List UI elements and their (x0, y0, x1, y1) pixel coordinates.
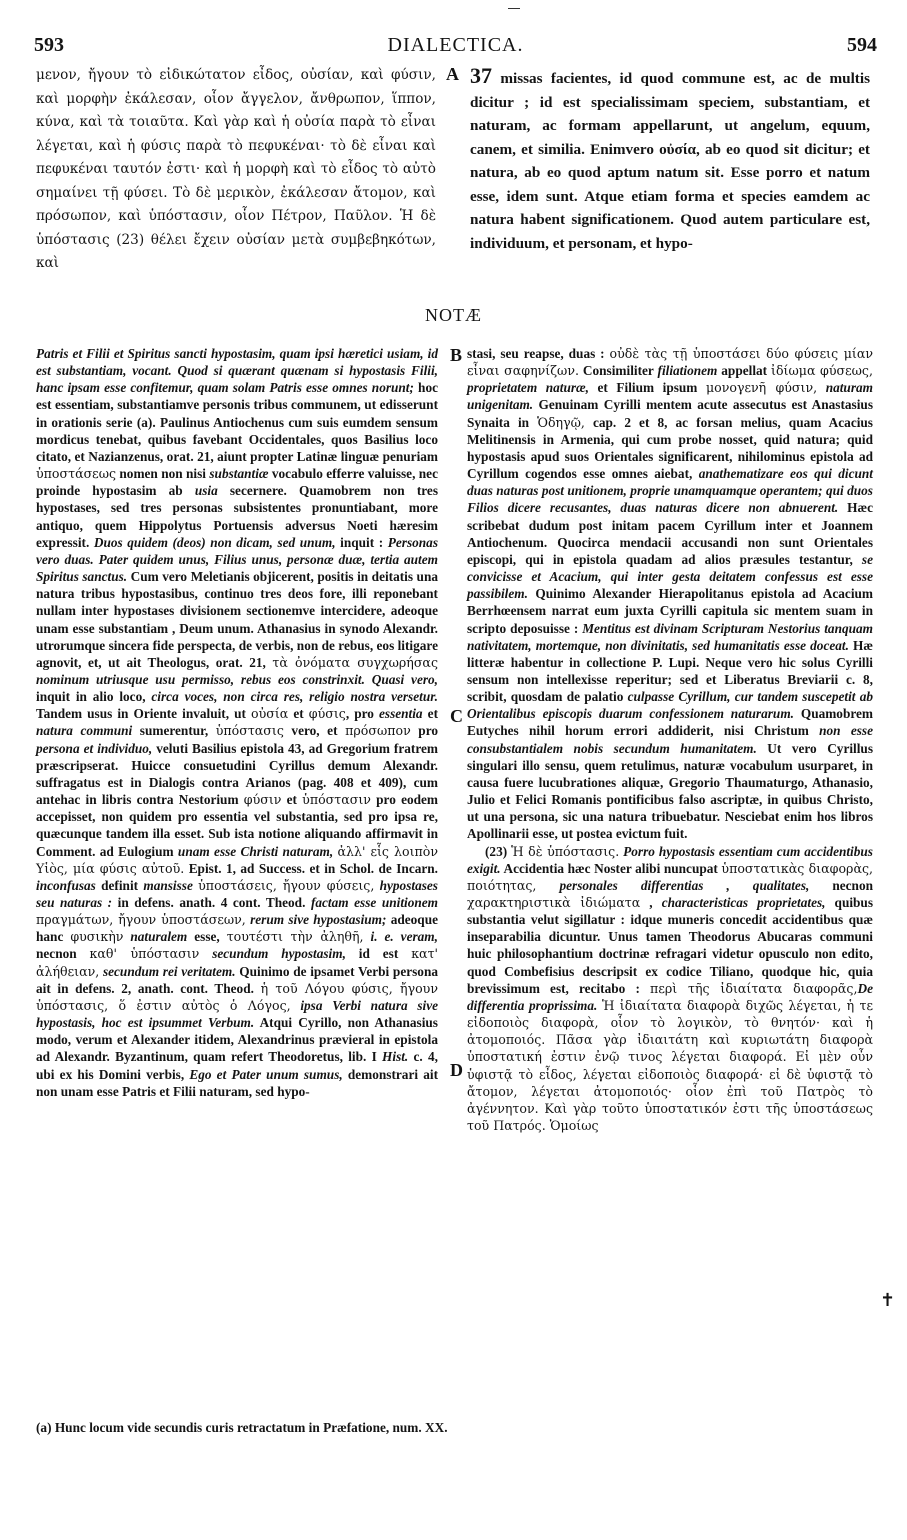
text-run: Quinimo Alexander Hierapolitanus epistola ad Acacium Berrhœensem narrat eum juxta Cyrilli capitula sic mentem suam in scripto deposuisse : (467, 586, 873, 636)
text-run: Cum vero Meletianis objicerent, positis in deitatis una natura tribus hypostasibus, continuo tres deos fore, illi reponebant nullam inter hypostases divisionem sectionemve intercidere, adeoque unam esse substantiam , Deum unum. Athanasius in synodo Alexandr. utrorumque sincera fide perspecta, de verbis, non de rebus, eos litigare agnovit, et, ut ait Theologus, orat. 21, (36, 569, 438, 670)
text-run (817, 380, 826, 395)
text-run: Quamobrem Eutyches nihil horum errori addiderit, nisi Christum (467, 706, 873, 739)
italic-run: circa voces, non circa res, religio nostra versetur. (151, 689, 438, 705)
top-rule (508, 8, 520, 9)
greek-run: φύσις (308, 706, 346, 722)
page-number-left: 593 (34, 34, 64, 56)
italic-run: unam esse Christi naturam, (177, 843, 334, 859)
italic-run: Hist. (382, 1049, 409, 1065)
greek-run: ὑποστάσεως (36, 466, 117, 482)
greek-run: τουτέστι τὴν ἀληθῆ, (226, 929, 364, 945)
margin-letter-c: C (450, 706, 463, 726)
italic-run: characteristicas proprietates, (661, 895, 826, 910)
main-text-greek: μενον, ἤγουν τὸ εἰδικώτατον εἶδος, οὐσίαν, καὶ φύσιν, καὶ μορφὴν ἐκάλεσαν, οἷον ἄγγελον, ἄνθρωπον, ἵππον, κύνα, καὶ τὰ τοιαῦτα. Καὶ γὰρ καὶ ἡ οὐσία παρὰ τὸ εἶναι λέγεται, καὶ ἡ φύσις παρὰ τὸ πεφυκέναι· τὸ δὲ εἶναι καὶ πεφυκέναι ταυτόν ἐστι· καὶ ἡ μορφὴ καὶ τὸ εἶδος τὸ αὐτὸ σημαίνει τῇ φύσει. Τὸ δὲ μερικὸν, ἐκάλεσαν ἄτομον, καὶ πρόσωπον, καὶ ὑπόστασιν, οἷον Πέτρον, Παῦλον. Ἡ δὲ ὑπόστασις (23) θέλει ἔχειν οὐσίαν μετὰ συμβεβηκότων, καὶ (36, 67, 436, 271)
greek-run: Ὁδηγῷ, (537, 414, 585, 430)
italic-run: se convicisse et Acacium, qui inter gesta deitatem confessus est esse passibilem. (467, 551, 873, 602)
greek-run: ἡ τοῦ Λόγου φύσις, ἤγουν ὑπόστασις, ὅ ἐστιν αὐτὸς ὁ Λόγος, (36, 980, 438, 1013)
greek-run: ἀλλ' εἷς λοιπὸν Υἱὸς, μία φύσις αὐτοῦ. (36, 843, 439, 876)
text-run: appellat (717, 363, 772, 379)
margin-letter-b: B (450, 345, 463, 365)
italic-run: Mentitus est divinam Scripturam Nestorius tanquam nativitatem, mortemque, non divinitatis, sed humanitatis esse doceat. (467, 620, 873, 653)
text-run: (23) (485, 843, 512, 859)
italic-run: persona et individuo, (36, 740, 153, 756)
greek-run: Ἡ δὲ ὑπόστασις. (511, 843, 620, 859)
greek-run: πρόσωπον (345, 723, 411, 739)
text-run: Accidentia hæc Noster alibi nuncupat (500, 860, 722, 876)
italic-run: Porro hypostasis essentiam cum accidentibus exigit. (467, 843, 873, 876)
greek-run: φυσικὴν (70, 929, 124, 945)
text-run: vero, et (283, 723, 346, 739)
running-header (34, 34, 877, 60)
note-continuation (467, 345, 873, 843)
greek-run: τὰ ὀνόματα συγχωρήσας (272, 654, 438, 670)
italic-run: De differentia proprissima. (467, 980, 873, 1013)
running-title: DIALECTICA. (387, 34, 524, 56)
notes-right-column (467, 345, 873, 1134)
italic-run: i. e. veram, (370, 929, 438, 945)
greek-run: Ἡ ἰδιαίτατα διαφορὰ διχῶς λέγεται, ἡ τε εἰδοποιὸς διαφορὰ, οἷον τὸ λογικὸν, τὸ θνητόν· καὶ ἡ ἀτομοποιός. Πᾶσα γὰρ ἰδιαιτάτη καὶ κυριωτάτη διαφορὰ ὑποστατική ἐστιν ἐνῷ τινος λέγεται διαφορά. Εἰ μὲν οὖν ὑφιστᾷ τὸ εἶδος, λέγεται εἰδοποιὸς διαφορά· εἰ δὲ ὑφιστᾷ τὸ ἄτομον, λέγεται ἀτομοποιός· οἷον ἐπὶ τοῦ Πατρὸς τὸ ἀγέννητον. Καὶ γὰρ τοῦτο ὑποστατικόν ἐστι τῆς ὑποστάσεως τοῦ Πατρός. Ὁμοίως (467, 997, 874, 1134)
italic-run: natura communi (36, 723, 133, 739)
margin-mark: ✝ (880, 1290, 896, 1310)
text-run: vocabulo efferre valuisse, nec proinde hypostasim ab (36, 466, 438, 499)
text-run: Atqui Cyrillo, non Athanasius modo, verum et Alexander itidem, Alexandrinus prævieral in epistola ad Alexandr. Byzantinum, quam refert Theodoretus, lib. I (36, 1015, 438, 1065)
latin-translation: missas facientes, id quod commune est, ac de multis dicitur ; id est specialissimam speciem, substantiam, et naturam, ac formam appellarunt, ut angelum, equum, canem, et similia. Enimvero οὐσία, ab eo quod sit dicitur; et natura, ab eo quod aptum natum sit. Esse porro et natum esse, idem sunt. Atque etiam forma et species eamdem ac natura habent significationem. Quod autem particulare est, individuum, et personam, et hypo- (470, 70, 870, 252)
greek-run: μονογενῆ φύσιν, (705, 380, 818, 396)
text-run: nomen non nisi (116, 466, 210, 482)
italic-run: essentia (379, 706, 423, 722)
text-run: pro eodem accepisset, non quidem pro essentia vel substantia, sed pro ipsa re, quæcunque tandem illa esset. Sub ista notione aliquando affirmavit in Comment. ad Eulogium (36, 792, 438, 859)
page-number-right: 594 (847, 34, 877, 56)
text-run: , (640, 895, 662, 910)
text-run: necnon (36, 946, 90, 962)
text-run: stasi, seu reapse, duas : (467, 346, 610, 361)
text-run: Hæ litteræ habentur in collectione P. Lupi. Neque vero hic solus Cyrilli sensum non intellexisse reperitur; sed et Liberatus Breviarii c. 8, scribit, quosdam de palatio (467, 637, 873, 705)
italic-run: substantiæ (209, 466, 269, 482)
greek-run: κατ' ἀλήθειαν, (36, 946, 438, 979)
text-run: et (281, 792, 303, 808)
italic-run: filiationem (657, 363, 718, 379)
text-run (199, 946, 212, 961)
section-number: 37 (470, 63, 492, 88)
text-run: esse, (187, 929, 227, 945)
greek-run: ὑπόστασις (215, 723, 284, 739)
italic-run: rerum sive hypostasium; (250, 912, 387, 928)
main-text-latin (470, 64, 870, 255)
italic-run: nominum utriusque usu permisso, rebus eos constrinxit. Quasi vero, (36, 671, 438, 687)
text-run: Hæc scribebat dudum post initam pacem Cyrillum inter et Joannem Antiochenum. Quocirca mendacii accusandi non sunt Orientales episcopi, qui in epistola quadam ad alios præsules testantur, (467, 500, 873, 567)
text-run (291, 998, 301, 1013)
greek-run: οὐσία (251, 706, 289, 722)
text-run: necnon (809, 877, 873, 893)
greek-run: χαρακτηριστικὰ ἰδιώματα (467, 895, 641, 910)
greek-run: ὑποστατικὰς διαφορὰς, ποιότητας, (467, 860, 874, 893)
text-run: inquit : (335, 534, 388, 550)
text-run: adeoque hanc (36, 912, 438, 945)
greek-run: καθ' ὑπόστασιν (89, 946, 200, 962)
notes-left-column (36, 345, 438, 1100)
text-run: id est (345, 946, 412, 962)
text-run: et (288, 706, 309, 722)
margin-letter-a: A (446, 64, 459, 84)
text-run: pro (410, 723, 438, 739)
text-run: cap. 2 et 8, ac forsan melius, quam Acacius Melitinensis in Armenia, qui cum probe nosset, quid natura; quid hypostasis apud suos Orientales significarent, nihilominus epistola ad Cyrillum cogendos esse omnes aiebat, (467, 414, 873, 482)
italic-run: Personas vero duas. Pater quidem unus, Filius unus, personæ duæ, tertia autem Spiritus sanctus. (36, 534, 438, 585)
text-run (536, 878, 559, 893)
greek-run: οὐδὲ τὰς τῇ ὑποστάσει δύο φύσεις μίαν εἶναι σαφηνίζων. (467, 346, 873, 379)
italic-run: secundum rei veritatem. (102, 963, 236, 979)
italic-run: anathematizare eos qui dicunt duas naturas post unitionem, proprie unamquamque operantem; qui duos Filios dicere recusantes, duas naturas dicere non abnuerent. (467, 466, 873, 516)
italic-run: culpasse Cyrillum, cur tandem suscepetit ab Orientalibus episcopis duarum confessionem naturarum. (467, 689, 873, 722)
text-run: hoc est essentiam, substantiamve personis tribus communem, ut edisserunt in orationis serie (a). Paulinus Antiochenus cum suis eumdem sensum mordicus tenebat, quibus favebant Occidentales, quos Basilius loco citato, et Nazianzenus, orat. 21, aiunt propter Latinæ linguæ penuriam (36, 380, 438, 464)
italic-run: mansisse (143, 877, 193, 893)
text-run: Consimiliter (578, 363, 658, 379)
greek-run: πραγμάτων, ἤγουν ὑποστάσεων, (36, 912, 246, 928)
greek-run: φύσιν (243, 792, 282, 808)
italic-run: naturam unigenitam. (467, 380, 873, 413)
footnote: (a) Hunc locum vide secundis curis retractatum in Præfatione, num. XX. (36, 1420, 448, 1435)
text-run: Genuinam Cyrilli mentem acute assecutus est Anastasius Synaita in (467, 397, 873, 430)
text-run: , pro (345, 706, 379, 722)
italic-run: personales differentias , qualitates, (559, 877, 810, 893)
italic-run: ipsa Verbi natura sive hypostasis, hoc est ipsummet Verbum. (36, 997, 438, 1031)
greek-run: ὑπόστασιν (302, 792, 371, 808)
italic-run: secundum hypostasim, (212, 946, 346, 962)
text-run: et (422, 706, 438, 722)
note-23 (467, 843, 873, 1135)
italic-run: non esse consubstantialem nobis secundum humanitatem. (467, 723, 874, 756)
italic-run: proprietatem naturæ, (467, 380, 589, 396)
italic-run: factam esse unitionem (310, 895, 438, 910)
greek-run: ὑποστάσεις, ἤγουν φύσεις, (198, 877, 375, 893)
greek-run: περὶ τῆς ἰδιαίτατα διαφορᾶς, (650, 980, 858, 996)
margin-letter-d: D (450, 1060, 463, 1080)
text-run: Tandem usus in Oriente invaluit, ut (36, 706, 252, 722)
text-run: demonstrari ait non unam esse Patris et Filii naturam, sed hypo- (36, 1066, 438, 1099)
text-run: et Filium ipsum (588, 380, 706, 396)
italic-run: inconfusas (36, 877, 96, 893)
text-run: c. 4, ubi ex his Domini verbis, (36, 1049, 438, 1082)
italic-run: Ego et Pater unum sumus, (189, 1066, 343, 1082)
notes-heading: NOTÆ (425, 305, 482, 325)
text-run: in defens. anath. 4 cont. Theod. (112, 895, 311, 910)
text-run: veluti Basilius epistola 43, ad Gregorium fratrem præscripserat. Huicce consuetudini Cyrillus demum Alexandr. suffragatus est in Dialogis contra Arianos (pag. 408 et 409), cum antehac in libris contra Nestorium (36, 740, 438, 808)
italic-run: Patris et Filii et Spiritus sancti hypostasim, quam ipsi hæretici usiam, id est substantiam, vocant. Quod si quærant quænam si hypostasis Filii, hanc ipsam esse confitemur, quam solam Patris esse omnes norunt; (36, 346, 438, 396)
text-run: secernere. Quamobrem non tres hypostases, sed tres personas subsistentes pronuntiabant, more antiquo, quem Hippolytus Portuensis adversus Noeti hæresim expressit. (36, 483, 438, 550)
italic-run: usia (194, 483, 218, 499)
text-run (364, 929, 371, 944)
greek-run: ἰδίωμα φύσεως, (771, 363, 873, 379)
text-run: Epist. 1, ad Success. et in Schol. de Incarn. (184, 860, 438, 876)
italic-run: Duos quidem (deos) non dicam, sed unum, (93, 534, 336, 550)
italic-run: naturalem (130, 929, 188, 945)
text-run: Ut vero Cyrillus singulari illo sensu, quem retulimus, naturæ vocabulum usurparet, in causa fuere lucubrationes aliquæ, Gregorio Thaumaturgo, Athanasio, Julio et Felici Romanis pontificibus falso ascriptæ, in quibus Christo, ut una persona, sic una natura tribuebatur. Nesciebat enim hos libros Apollinarii esse, ut postea evictum fuit. (467, 740, 874, 842)
text-run: quibus substantia velut sigillatur : idque muneris concedit accidentibus quæ inseparabilia dicuntur. Unus tamen Theodorus Abucaras communi huic philosophantium doctrinæ refragari videtur opusculo non edito, quod Combefisius descripsit ex codice Tiliano, quodque hic, quia brevissimum est, recitabo : (467, 895, 873, 996)
text-run: sumerentur, (132, 723, 216, 739)
italic-run: hypostases seu naturas : (36, 877, 438, 910)
text-run: Quinimo de ipsamet Verbi persona ait in defens. 2, anath. cont. Theod. (36, 963, 439, 996)
text-run: inquit in alio loco, (36, 689, 152, 705)
text-run: definit (95, 877, 144, 893)
